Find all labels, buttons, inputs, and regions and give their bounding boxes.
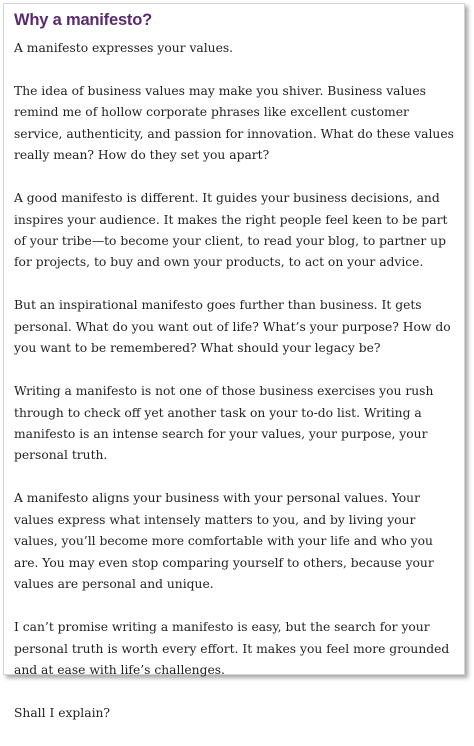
paragraph-8: Shall I explain? bbox=[14, 705, 111, 720]
paragraph-5: Writing a manifesto is not one of those business exercises you rush through to check off yet another task on your to-do list. Writing a manifesto is an intense search for your values, your purpose, your personal truth. bbox=[14, 384, 434, 463]
paragraph-7: I can’t promise writing a manifesto is easy, but the search for your personal truth is worth every effort. It makes you feel more grounded and at ease with life’s challenges. bbox=[14, 620, 450, 677]
article-content bbox=[14, 10, 460, 746]
article-card bbox=[3, 3, 465, 720]
paragraph-6: A manifesto aligns your business with your personal values. Your values express what intensely matters to you, and by living your values, you’ll become more comfortable with your life and who you are. You may even stop comparing yourself to others, because your values are personal and unique. bbox=[14, 491, 434, 592]
paragraph-3: A good manifesto is different. It guides your business decisions, and inspires your audience. It makes the right people feel keen to be part of your tribe—to become your client, to read your blog, to partner up for projects, to buy and own your products, to act on your advice. bbox=[14, 191, 448, 270]
article-heading: Why a manifesto? bbox=[14, 11, 152, 29]
paragraph-2: The idea of business values may make you shiver. Business values remind me of hollow corporate phrases like excellent customer service, authenticity, and passion for innovation. What do these values really mean? How do they set you apart? bbox=[14, 84, 454, 163]
paragraph-4: But an inspirational manifesto goes further than business. It gets personal. What do you want out of life? What’s your purpose? How do you want to be remembered? What should your legacy be? bbox=[14, 298, 451, 356]
paragraph-1: A manifesto expresses your values. bbox=[14, 41, 234, 55]
